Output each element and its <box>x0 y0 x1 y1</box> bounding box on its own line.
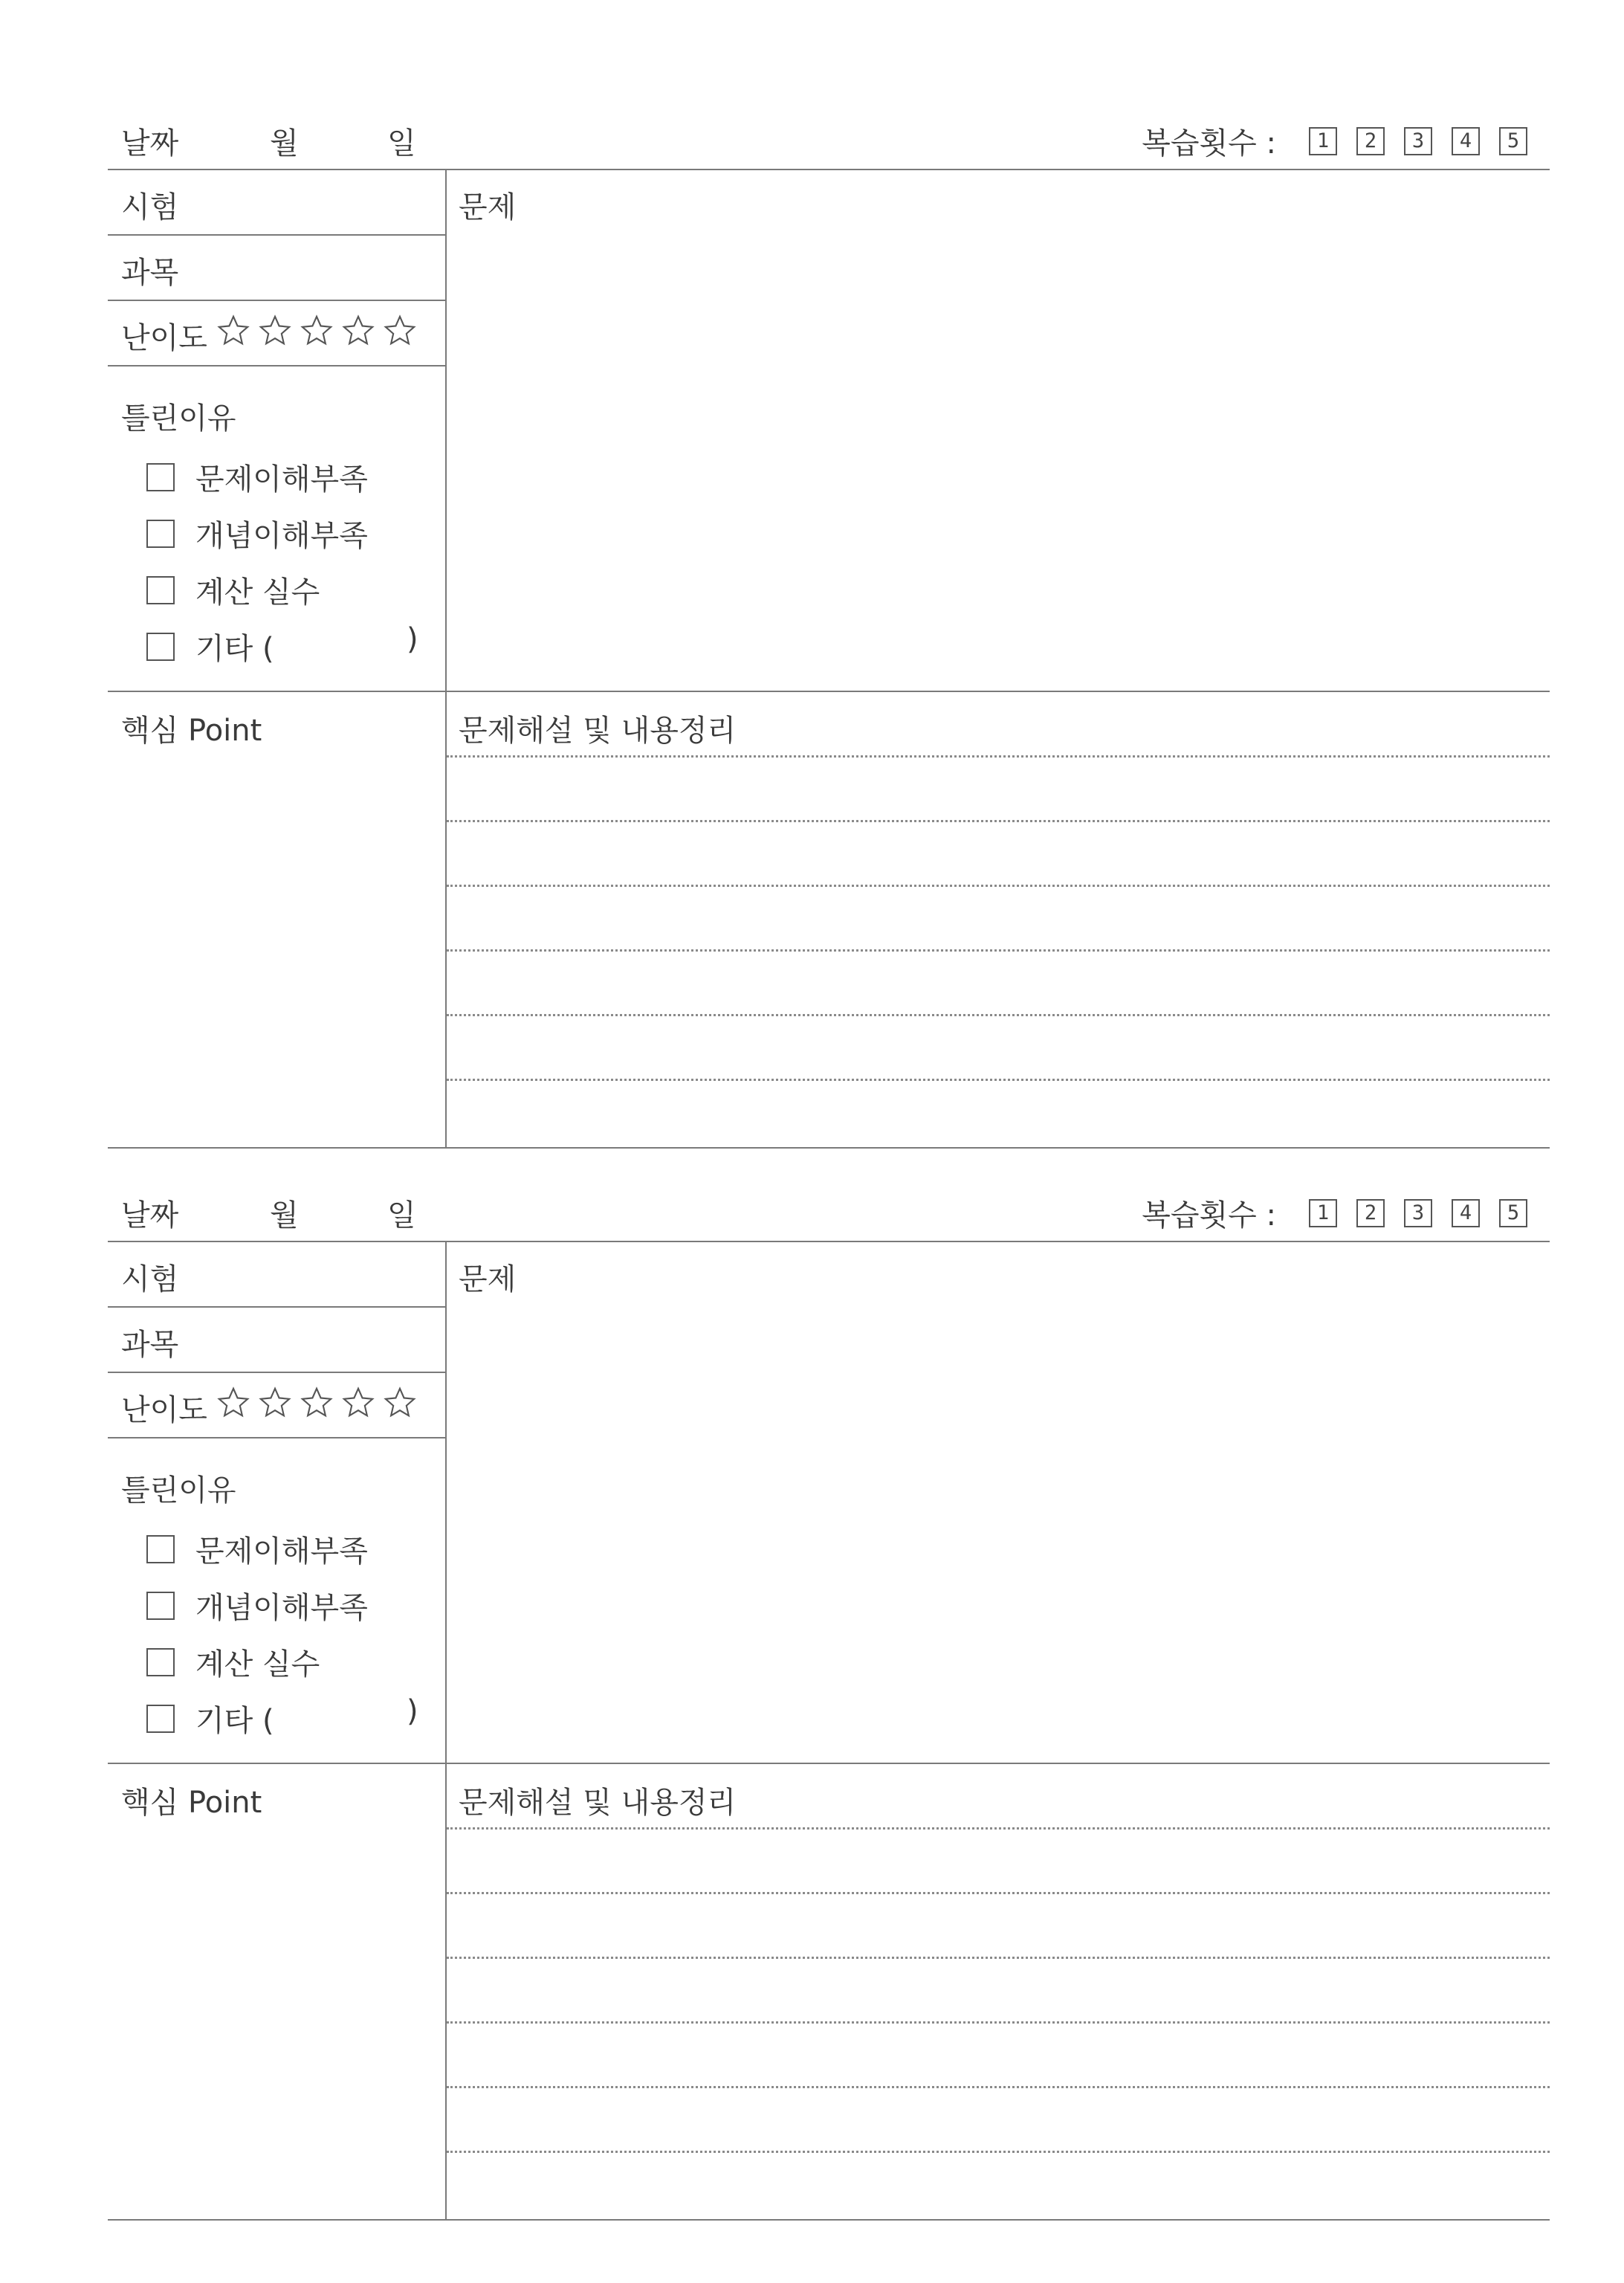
day-label: 일 <box>387 126 416 161</box>
divider <box>108 1763 1550 1764</box>
subject-label: 과목 <box>121 1328 179 1362</box>
review-box-3[interactable]: 3 <box>1404 1199 1432 1227</box>
exam-label: 시험 <box>121 1262 179 1297</box>
star-icon[interactable] <box>258 1386 292 1420</box>
review-box-1[interactable]: 1 <box>1309 1199 1337 1227</box>
reason-item <box>146 1641 320 1683</box>
reason-item <box>146 1528 368 1570</box>
reason-label: 기타 ( <box>195 632 274 666</box>
exam-label: 시험 <box>121 190 179 225</box>
review-box-1[interactable]: 1 <box>1309 127 1337 155</box>
divider <box>108 691 1550 692</box>
reason-label: 개념이해부족 <box>195 519 368 553</box>
header-rule <box>108 1241 1550 1242</box>
review-box-2[interactable]: 2 <box>1356 127 1385 155</box>
checkbox[interactable] <box>146 1535 175 1563</box>
divider <box>108 1372 445 1373</box>
divider <box>108 365 445 366</box>
key-point-label: 핵심 Point <box>121 714 262 748</box>
problem-label: 문제 <box>459 190 517 225</box>
wrong-answer-sheet-1 <box>108 115 1550 1149</box>
subject-label: 과목 <box>121 256 179 290</box>
checkbox[interactable] <box>146 1592 175 1620</box>
reason-label: 기타 ( <box>195 1704 274 1738</box>
divider <box>108 1437 445 1438</box>
divider <box>108 234 445 236</box>
review-box-4[interactable]: 4 <box>1452 127 1480 155</box>
checkbox[interactable] <box>146 633 175 661</box>
writing-line <box>447 820 1550 822</box>
month-label: 월 <box>270 1198 299 1233</box>
column-divider <box>445 1241 447 2219</box>
writing-line <box>447 1079 1550 1081</box>
close-paren: ) <box>407 622 418 656</box>
sheet-header <box>108 115 1550 172</box>
review-box-5[interactable]: 5 <box>1499 127 1527 155</box>
review-count <box>1142 120 1527 162</box>
wrong-answer-sheet-2 <box>108 1187 1550 2221</box>
reason-item <box>146 456 368 498</box>
reason-label: 문제이해부족 <box>195 1534 368 1569</box>
reason-item <box>146 512 368 555</box>
review-box-3[interactable]: 3 <box>1404 127 1432 155</box>
difficulty-label: 난이도 <box>121 321 207 355</box>
divider <box>108 1306 445 1308</box>
checkbox[interactable] <box>146 1648 175 1676</box>
difficulty-label: 난이도 <box>121 1393 207 1427</box>
star-icon[interactable] <box>341 314 375 348</box>
header-rule <box>108 169 1550 170</box>
bottom-rule <box>108 1147 1550 1149</box>
solution-label: 문제해설 및 내용정리 <box>459 714 737 748</box>
problem-label: 문제 <box>459 1262 517 1297</box>
month-label: 월 <box>270 126 299 161</box>
key-point-label: 핵심 Point <box>121 1786 262 1820</box>
difficulty-stars <box>216 1386 424 1420</box>
star-icon[interactable] <box>258 314 292 348</box>
writing-line <box>447 2086 1550 2088</box>
sheet-header <box>108 1187 1550 1244</box>
reason-label: 계산 실수 <box>195 575 320 610</box>
reason-item <box>146 622 418 668</box>
reason-label: 개념이해부족 <box>195 1591 368 1625</box>
star-icon[interactable] <box>300 1386 334 1420</box>
difficulty-stars <box>216 314 424 348</box>
reason-item <box>146 569 320 611</box>
checkbox[interactable] <box>146 1705 175 1733</box>
star-icon[interactable] <box>383 314 417 348</box>
wrong-reason-title: 틀린이유 <box>121 401 236 436</box>
writing-line <box>447 1957 1550 1959</box>
checkbox[interactable] <box>146 463 175 491</box>
star-icon[interactable] <box>216 314 250 348</box>
date-label: 날짜 <box>121 126 179 161</box>
date-label: 날짜 <box>121 1198 179 1233</box>
star-icon[interactable] <box>383 1386 417 1420</box>
writing-line <box>447 1892 1550 1894</box>
writing-line <box>447 2151 1550 2153</box>
star-icon[interactable] <box>300 314 334 348</box>
writing-line <box>447 1014 1550 1016</box>
review-count <box>1142 1192 1527 1234</box>
divider <box>108 300 445 301</box>
checkbox[interactable] <box>146 576 175 604</box>
review-box-5[interactable]: 5 <box>1499 1199 1527 1227</box>
checkbox[interactable] <box>146 520 175 548</box>
review-box-4[interactable]: 4 <box>1452 1199 1480 1227</box>
reason-label: 계산 실수 <box>195 1647 320 1682</box>
writing-line <box>447 949 1550 952</box>
writing-line <box>447 885 1550 887</box>
reason-item <box>146 1584 368 1627</box>
writing-line <box>447 1827 1550 1830</box>
star-icon[interactable] <box>216 1386 250 1420</box>
writing-line <box>447 755 1550 758</box>
reason-item <box>146 1694 418 1740</box>
wrong-reason-title: 틀린이유 <box>121 1473 236 1508</box>
solution-label: 문제해설 및 내용정리 <box>459 1786 737 1820</box>
review-box-2[interactable]: 2 <box>1356 1199 1385 1227</box>
reason-label: 문제이해부족 <box>195 462 368 497</box>
review-count-label: 복습횟수 : <box>1142 1198 1276 1233</box>
day-label: 일 <box>387 1198 416 1233</box>
bottom-rule <box>108 2219 1550 2221</box>
star-icon[interactable] <box>341 1386 375 1420</box>
review-count-label: 복습횟수 : <box>1142 126 1276 161</box>
writing-line <box>447 2021 1550 2024</box>
close-paren: ) <box>407 1694 418 1728</box>
column-divider <box>445 169 447 1147</box>
